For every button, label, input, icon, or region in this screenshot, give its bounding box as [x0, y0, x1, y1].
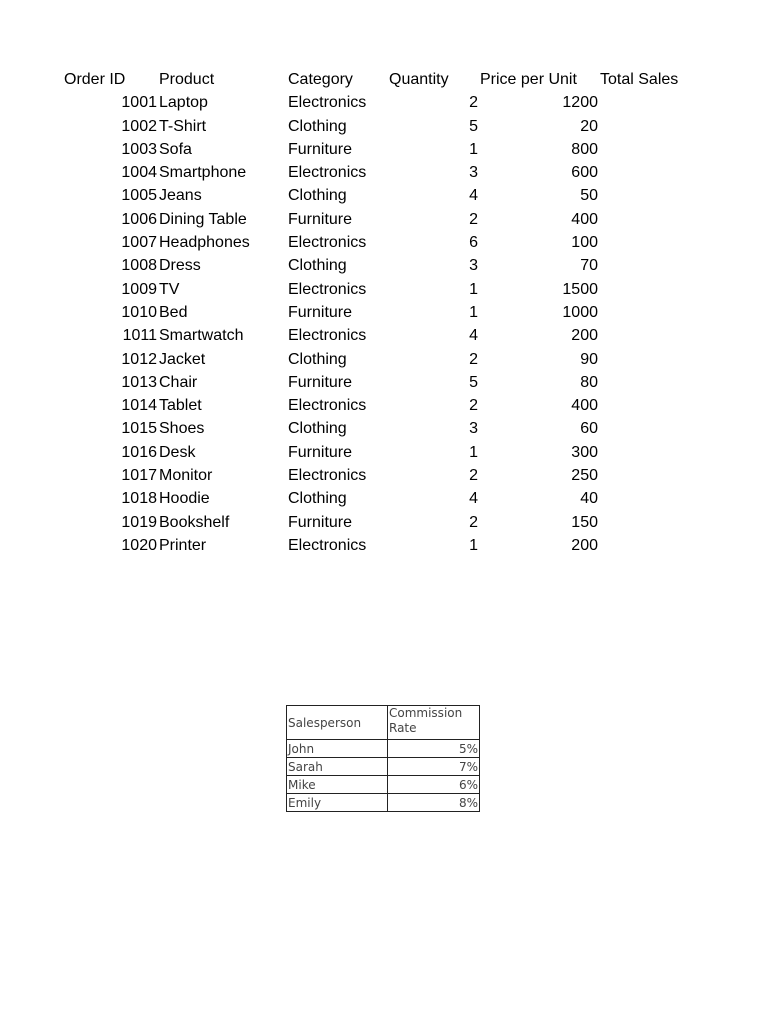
category-cell: Clothing — [288, 117, 347, 135]
table-row — [287, 740, 480, 758]
product-cell: Sofa — [159, 140, 192, 158]
category-cell: Electronics — [288, 327, 367, 345]
product-cell: Chair — [159, 373, 198, 391]
price-cell: 20 — [580, 117, 598, 135]
price-cell: 60 — [580, 420, 598, 438]
product-cell: Desk — [159, 443, 196, 461]
price-cell: 800 — [571, 140, 598, 158]
quantity-cell: 3 — [469, 420, 478, 438]
order-id-cell: 1017 — [121, 467, 157, 485]
category-cell: Furniture — [288, 443, 353, 461]
quantity-cell: 4 — [469, 187, 478, 205]
price-cell: 400 — [571, 210, 598, 228]
header-product: Product — [159, 71, 215, 88]
category-cell: Clothing — [288, 350, 347, 368]
category-cell: Electronics — [288, 536, 367, 554]
order-id-cell: 1019 — [121, 513, 157, 531]
quantity-cell: 1 — [469, 280, 478, 298]
product-cell: Printer — [159, 536, 207, 554]
quantity-cell: 1 — [469, 303, 478, 321]
product-cell: Dress — [159, 257, 201, 275]
category-cell: Electronics — [288, 280, 367, 298]
price-cell: 300 — [571, 443, 598, 461]
category-cell: Furniture — [288, 373, 353, 391]
product-cell: Laptop — [159, 94, 208, 112]
price-cell: 150 — [571, 513, 598, 531]
price-cell: 70 — [580, 257, 598, 275]
order-id-cell: 1005 — [121, 187, 157, 205]
commission-rate-cell: 7% — [388, 758, 480, 776]
product-cell: Monitor — [159, 467, 213, 485]
product-cell: Hoodie — [159, 490, 210, 508]
product-cell: Smartwatch — [159, 327, 244, 345]
commission-rate-cell: 5% — [388, 740, 480, 758]
header-price-per-unit: Price per Unit — [480, 71, 577, 88]
header-salesperson: Salesperson — [287, 706, 388, 740]
quantity-cell: 3 — [469, 164, 478, 182]
quantity-cell: 5 — [469, 117, 478, 135]
price-cell: 90 — [580, 350, 598, 368]
category-cell: Electronics — [288, 467, 367, 485]
quantity-cell: 2 — [469, 210, 478, 228]
quantity-cell: 2 — [469, 350, 478, 368]
header-category: Category — [288, 71, 353, 88]
salesperson-cell: John — [287, 740, 388, 758]
quantity-cell: 2 — [469, 513, 478, 531]
order-id-cell: 1018 — [121, 490, 157, 508]
category-cell: Furniture — [288, 513, 353, 531]
order-id-cell: 1003 — [121, 140, 157, 158]
order-id-cell: 1010 — [121, 303, 157, 321]
commission-header-row — [287, 706, 480, 740]
price-cell: 600 — [571, 164, 598, 182]
order-id-cell: 1004 — [121, 164, 157, 182]
category-cell: Furniture — [288, 210, 353, 228]
order-id-cell: 1016 — [121, 443, 157, 461]
quantity-cell: 1 — [469, 536, 478, 554]
quantity-cell: 5 — [469, 373, 478, 391]
category-cell: Electronics — [288, 94, 367, 112]
product-cell: T-Shirt — [159, 117, 207, 135]
category-cell: Clothing — [288, 420, 347, 438]
order-id-cell: 1011 — [122, 327, 157, 345]
table-row — [287, 776, 480, 794]
salesperson-cell: Emily — [287, 794, 388, 812]
price-cell: 40 — [580, 490, 598, 508]
price-cell: 400 — [571, 397, 598, 415]
quantity-cell: 2 — [469, 467, 478, 485]
price-cell: 1200 — [562, 94, 598, 112]
product-cell: Dining Table — [159, 210, 247, 228]
price-cell: 80 — [580, 373, 598, 391]
header-quantity: Quantity — [389, 71, 449, 88]
quantity-cell: 2 — [469, 397, 478, 415]
category-cell: Clothing — [288, 490, 347, 508]
category-cell: Electronics — [288, 234, 367, 252]
product-cell: Shoes — [159, 420, 205, 438]
table-row — [287, 794, 480, 812]
order-id-cell: 1013 — [121, 373, 157, 391]
product-cell: Smartphone — [159, 164, 247, 182]
product-cell: Headphones — [159, 234, 250, 252]
price-cell: 50 — [580, 187, 598, 205]
quantity-cell: 4 — [469, 490, 478, 508]
price-cell: 200 — [571, 327, 598, 345]
product-cell: Tablet — [159, 397, 202, 415]
price-cell: 100 — [571, 234, 598, 252]
order-id-cell: 1014 — [121, 397, 157, 415]
price-cell: 200 — [571, 536, 598, 554]
product-cell: Bookshelf — [159, 513, 230, 531]
salesperson-cell: Mike — [287, 776, 388, 794]
quantity-cell: 1 — [469, 140, 478, 158]
commission-rate-cell: 6% — [388, 776, 480, 794]
category-cell: Furniture — [288, 140, 353, 158]
order-id-cell: 1001 — [121, 94, 157, 112]
price-cell: 250 — [571, 467, 598, 485]
order-id-cell: 1007 — [121, 234, 157, 252]
category-cell: Electronics — [288, 397, 367, 415]
quantity-cell: 6 — [469, 234, 478, 252]
order-id-cell: 1006 — [121, 210, 157, 228]
category-cell: Clothing — [288, 187, 347, 205]
price-cell: 1000 — [562, 303, 598, 321]
quantity-cell: 3 — [469, 257, 478, 275]
header-order-id: Order ID — [64, 71, 126, 88]
product-cell: TV — [159, 280, 180, 298]
product-cell: Jacket — [159, 350, 206, 368]
order-id-cell: 1009 — [121, 280, 157, 298]
order-id-cell: 1012 — [121, 350, 157, 368]
category-cell: Clothing — [288, 257, 347, 275]
order-id-cell: 1020 — [121, 536, 157, 554]
header-total-sales: Total Sales — [600, 71, 679, 88]
product-cell: Bed — [159, 303, 188, 321]
salesperson-cell: Sarah — [287, 758, 388, 776]
order-id-cell: 1002 — [121, 117, 157, 135]
category-cell: Furniture — [288, 303, 353, 321]
quantity-cell: 1 — [469, 443, 478, 461]
commission-rate-cell: 8% — [388, 794, 480, 812]
commission-table — [286, 705, 480, 812]
order-id-cell: 1008 — [121, 257, 157, 275]
price-cell: 1500 — [562, 280, 598, 298]
quantity-cell: 4 — [469, 327, 478, 345]
order-id-cell: 1015 — [121, 420, 157, 438]
category-cell: Electronics — [288, 164, 367, 182]
table-row — [287, 758, 480, 776]
header-commission-rate: Commission Rate — [388, 706, 480, 740]
quantity-cell: 2 — [469, 94, 478, 112]
product-cell: Jeans — [159, 187, 202, 205]
